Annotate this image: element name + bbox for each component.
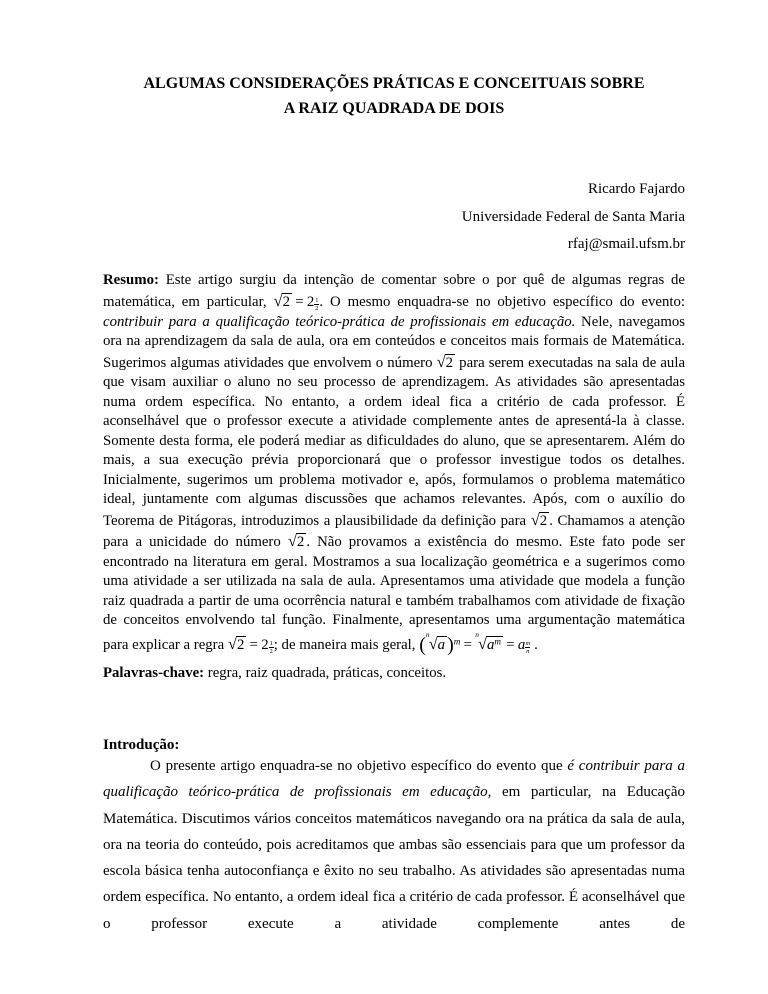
abstract-paragraph xyxy=(103,271,685,656)
radical-sign-icon: √ xyxy=(227,633,237,653)
right-paren: ) xyxy=(447,633,454,656)
radical-sign-icon: √ xyxy=(436,351,446,371)
sqrt-radical: √2 xyxy=(436,351,454,371)
introduction-paragraph xyxy=(103,753,685,937)
abstract-text-5: . Chamamos a atenção para a unicidade do número xyxy=(103,512,685,551)
a-to-the-m: $a^m$ xyxy=(487,636,502,653)
formula-sqrt2-equals-2-half: √2 = 2 $\frac{1}{2}$ xyxy=(273,290,319,313)
left-paren: ( xyxy=(419,633,426,656)
abstract-event-goal-italic: contribuir para a qualificação teórico-prática de profissionais em educação. xyxy=(103,313,576,330)
intro-text-start: O presente artigo enquadra-se no objetivo específico do evento que xyxy=(150,758,568,774)
keywords-text: regra, raiz quadrada, práticas, conceitos. xyxy=(204,665,447,681)
sqrt-radical xyxy=(478,632,503,655)
keywords-line xyxy=(103,664,685,684)
exponent-m: m xyxy=(494,636,502,647)
intro-text-end: em particular, na Educação Matemática. Discutimos vários conceitos matemáticos navegando ora na prática da sala de aula, ora na teoria do conteúdo, pois acreditamos que ambas são essenciais para que um professor da escola básica tenha autoconfiança e êxito no seu trabalho. As atividades são apresentadas numa ordem específica. No entanto, a ordem ideal fica a critério de cada professor. É aconselhável que o professor execute a atividade complemente antes de xyxy=(103,784,685,932)
sqrt-radical: √2 xyxy=(227,633,245,653)
sqrt-radical: √2 xyxy=(287,531,305,551)
sqrt-radical: √2 xyxy=(273,290,291,310)
abstract-text-3: Nele, navegamos ora na aprendizagem da sala de aula, ora em conteúdos e conceitos mais formais de Matemática. Sugerimos algumas atividades que envolvem o número xyxy=(103,313,685,371)
exponent-m: m xyxy=(453,636,461,647)
exponent-one-half: $\frac{1}{2}$ xyxy=(269,639,273,656)
exponent-one-half: $\frac{1}{2}$ xyxy=(315,296,319,313)
intro-event-goal-italic: é contribuir para a qualificação teórico-prática de profissionais em educação, xyxy=(103,758,685,801)
root-index-n: n xyxy=(425,630,430,640)
abstract-text-6: . Não provamos a existência do mesmo. Este fato pode ser encontrado na literatura em geral. Mostramos a sua localização geométrica e a sugerimos como uma atividade a ser utilizada na sala de aula. Apresentamos uma atividade que modela a função raiz quadrada a partir de uma ocorrência natural e também trabalhamos com atividade de fixação de conceitos envolvendo tal função. Finalmente, apresentamos uma argumentação matemática para explicar a regra xyxy=(103,534,685,653)
radical-sign-icon: √ xyxy=(477,633,487,653)
formula-sqrt2-equals-2-half: √2 = 2 $\frac{1}{2}$ xyxy=(227,633,273,656)
paper-title-line1: ALGUMAS CONSIDERAÇÕES PRÁTICAS E CONCEITUAIS SOBRE xyxy=(143,75,645,92)
radical-sign-icon: √ xyxy=(287,531,297,551)
formula-sqrt2 xyxy=(436,351,456,371)
author-email: rfaj@smail.ufsm.br xyxy=(567,236,685,252)
keywords-label: Palavras-chave: xyxy=(103,665,205,681)
author-affiliation: Universidade Federal de Santa Maria xyxy=(461,208,685,225)
introduction-heading: Introdução: xyxy=(103,737,180,753)
radical-sign-icon: √ xyxy=(273,290,283,310)
paper-title-line2: A RAIZ QUADRADA DE DOIS xyxy=(283,100,505,117)
author-block xyxy=(103,176,685,259)
formula-sqrt2 xyxy=(530,509,550,529)
abstract-label: Resumo: xyxy=(103,272,159,288)
abstract-text-7: ; de maneira mais geral, xyxy=(273,636,420,653)
radical-sign-icon: √ xyxy=(428,633,438,653)
paper-title xyxy=(103,71,685,121)
author-name: Ricardo Fajardo xyxy=(587,181,685,197)
abstract-text-2: . O mesmo enquadra-se no objetivo específico do evento: xyxy=(319,293,685,310)
abstract-text-4: para serem executadas na sala de aula que visam auxiliar o aluno no seu processo de aprendizagem. As atividades são apresentadas numa ordem específica. No entanto, a ordem ideal fica a critério de cada professor. É aconselhável que o professor execute a atividade complemente antes de apresentá-la à classe. Somente desta forma, ele poderá mediar as dificuldades do aluno, que se apresentarem. Além do mais, a sua execução prévia proporcionará que o professor investigue todos os detalhes. Inicialmente, sugerimos um problema motivador e, após, formulamos o problema matemático ideal, juntamente com algumas discussões que achamos relevantes. Após, com o auxílio do Teorema de Pitágoras, introduzimos a plausibilidade da definição para xyxy=(103,354,686,529)
exponent-m-over-n: $\frac{m}{n}$ xyxy=(525,639,531,656)
root-index-n: n xyxy=(475,630,479,640)
formula-nth-root-rule: ($^n$√a )$^m =^n√a^m = a$ $\frac{m}{n}$ xyxy=(419,630,531,656)
formula-sqrt2 xyxy=(287,531,307,551)
radical-sign-icon: √ xyxy=(530,509,540,529)
abstract-text-8: . xyxy=(530,636,538,653)
sqrt-radical: √2 xyxy=(530,509,548,529)
abstract-text-1: Este artigo surgiu da intenção de comentar sobre o por quê de algumas regras de matemática, em particular, xyxy=(103,272,685,310)
sqrt-radical: √a xyxy=(428,633,446,653)
